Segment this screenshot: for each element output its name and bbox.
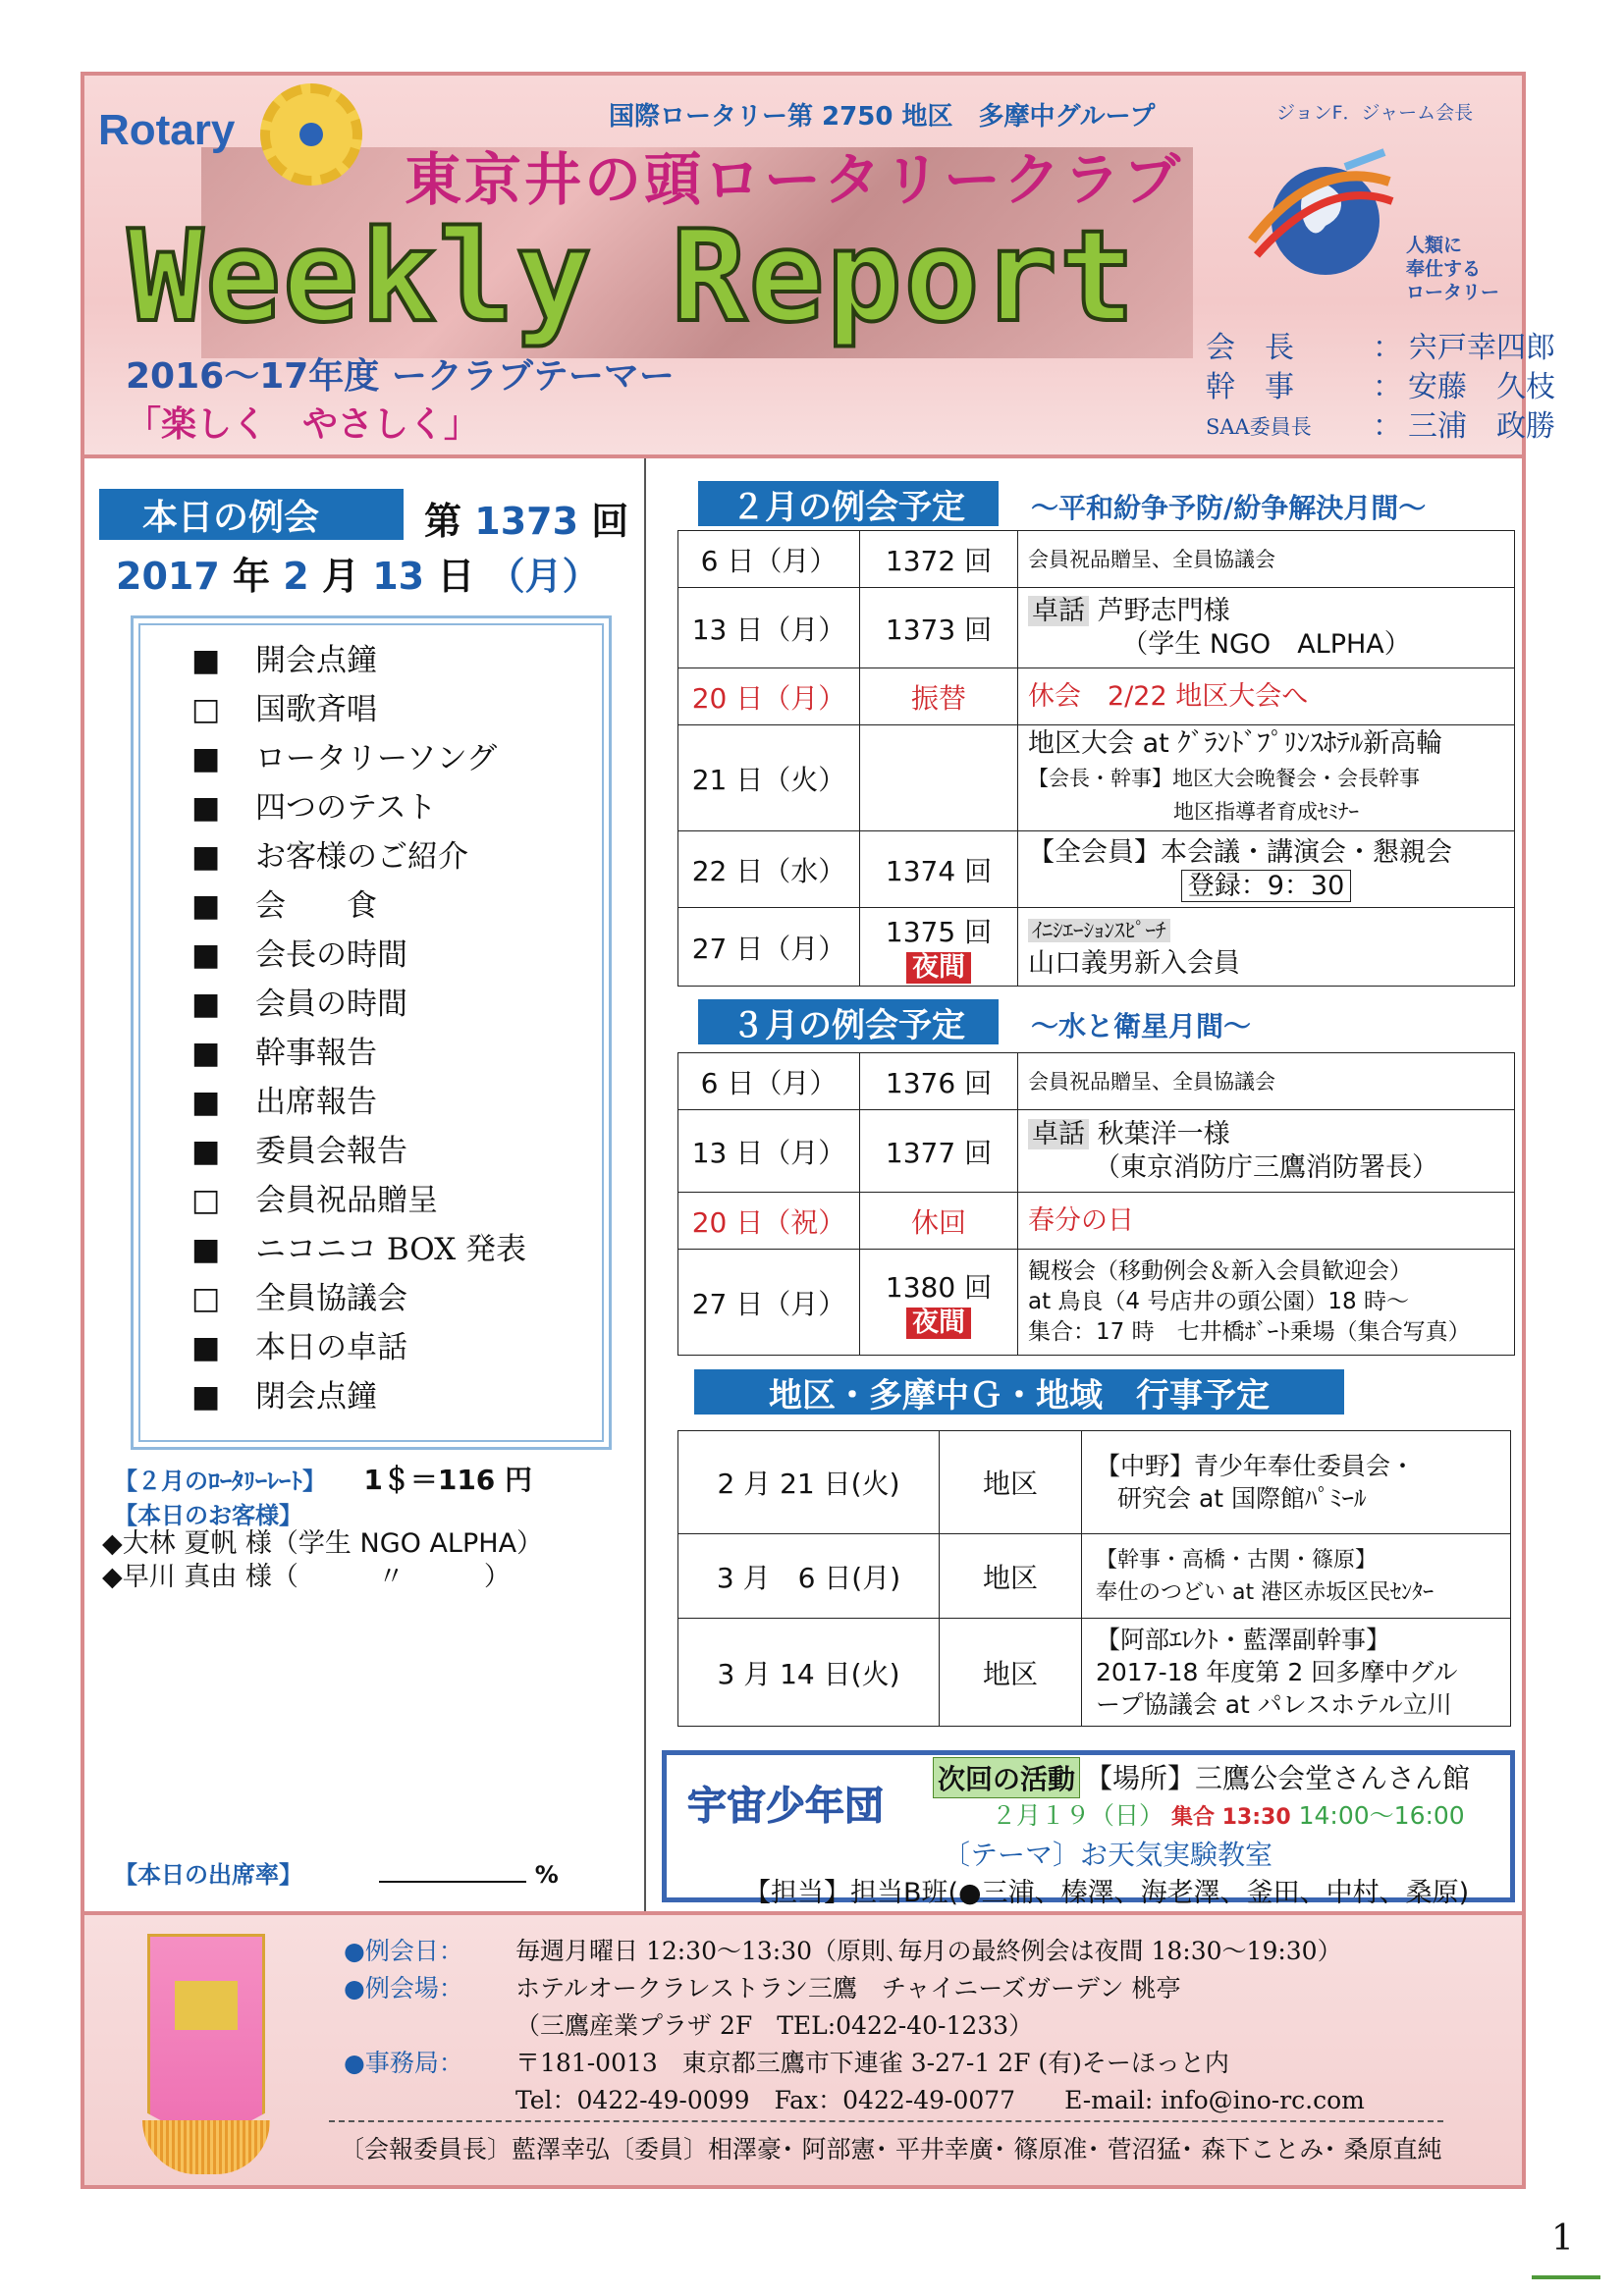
table-row: 22 日（水） 1374 回 【全会員】本会議・講演会・懇親会 登録：9：30 [678,831,1515,908]
program-item-label: 国歌斉唱 [255,692,377,727]
officer-row: 会 長 ： 宍戸幸四郎 [1206,331,1555,365]
attendance-rate: 【本日の出席率】 % [114,1861,559,1889]
table-row: 3 月 6 日(月) 地区 【幹事・高橋・古関・篠原】 奉仕のつどい at 港区赤坂区民ｾﾝﾀｰ [678,1534,1511,1619]
checkbox-mark: ■ [191,839,221,875]
program-item [191,1323,526,1372]
checkbox-mark: ■ [191,888,221,924]
program-list [191,636,526,1421]
program-item-label: 閉会点鐘 [255,1379,377,1415]
checkbox-mark: ■ [191,1134,221,1169]
program-item [191,1274,526,1323]
info-row: ●例会場： ホテルオークラレストラン三鷹 チャイニーズガーデン 桃亭 [344,1974,1181,2002]
night-badge: 夜間 [906,1308,971,1339]
info-row: ●例会日： 毎週月曜日 12:30～13:30（原則､毎月の最終例会は夜間 18:30～19:30） [344,1937,1342,1965]
events-title: 地区・多摩中Ｇ・地域 行事予定 [694,1369,1344,1415]
program-item [191,734,526,783]
district-line: 国際ロータリー第 2750 地区 多摩中グループ [609,102,1156,132]
program-item-label: 幹事報告 [255,1036,377,1071]
checkbox-mark: ■ [191,1232,221,1267]
program-item-label: 全員協議会 [255,1281,407,1316]
mar-schedule-table [677,1052,1515,1356]
program-item [191,1029,526,1078]
checkbox-mark: ■ [191,1036,221,1071]
checkbox-mark: □ [191,1281,221,1316]
guests-title: 【本日のお客様】 [114,1502,302,1529]
space-corps-logo: 宇宙少年団 [687,1784,884,1829]
club-theme: 「楽しく やさしく」 [126,404,480,445]
program-item [191,1225,526,1274]
globe-icon [1247,147,1394,294]
mar-schedule-title: ３月の例会予定 [698,999,999,1044]
activity-theme: 〔テーマ〕お天気実験教室 [943,1839,1273,1871]
program-item-label: ロータリーソング [255,741,498,776]
meeting-number: 第 1373 回 [424,500,629,543]
program-item [191,881,526,931]
activity-charge: 【担当】担当B班(●三浦、榛澤、海老澤、釜田、中村、桑原) [744,1878,1470,1908]
table-row: 27 日（月） 1380 回 夜間 観桜会（移動例会＆新入会員歓迎会） at 鳥良（4 号店井の頭公園）18 時～ 集合：17 時 七井橋ﾎﾞｰﾄ乗場（集合写真） [678,1250,1515,1356]
program-item [191,931,526,980]
page-number: 1 [1551,2218,1574,2259]
meeting-date: 2017 年 2 月 13 日 （月） [116,555,600,598]
program-item-label: ニコニコ BOX 発表 [255,1232,527,1267]
feb-schedule-subtitle: ～平和紛争予防/紛争解決月間～ [1031,492,1427,524]
program-item-label: 会 食 [255,888,377,924]
header-divider [84,454,1522,458]
program-item [191,1372,526,1421]
checkbox-mark: ■ [191,790,221,826]
program-item [191,1176,526,1225]
officer-row: SAA委員長 ： 三浦 政勝 [1206,409,1555,444]
club-info [344,1933,1365,2119]
table-row: 6 日（月） 1372 回 会員祝品贈呈、全員協議会 [678,531,1515,588]
footer-dash-divider [329,2120,1443,2122]
program-item-label: 委員会報告 [255,1134,407,1169]
next-activity-label: 次回の活動 [933,1757,1080,1798]
program-item [191,685,526,734]
table-row: 6 日（月） 1376 回 会員祝品贈呈、全員協議会 [678,1053,1515,1110]
events-table [677,1430,1511,1727]
guest-item: ◆大林 夏帆 様（学生 NGO ALPHA） [102,1528,544,1559]
table-row: 13 日（月） 1377 回 卓話 秋葉洋一様 （東京消防庁三鷹消防署長） [678,1110,1515,1193]
table-row: 2 月 21 日(火) 地区 【中野】青少年奉仕委員会・ 研究会 at 国際館ﾊﾟﾐｰﾙ [678,1431,1511,1534]
program-item-label: 会長の時間 [255,937,407,973]
checkbox-mark: ■ [191,1330,221,1365]
table-row: 20 日（月） 振替 休会 2/22 地区大会へ [678,668,1515,725]
feb-schedule-title: ２月の例会予定 [698,481,999,526]
guest-item: ◆早川 真由 様（ 〃 ） [102,1562,511,1592]
program-item-label: お客様のご紹介 [255,839,468,875]
today-meeting-label: 本日の例会 [99,489,404,540]
program-item [191,980,526,1029]
officer-row: 幹 事 ： 安藤 久枝 [1206,370,1555,404]
program-item-label: 会員祝品贈呈 [255,1183,438,1218]
program-item-label: 四つのテスト [255,790,437,826]
program-item [191,1078,526,1127]
checkbox-mark: ■ [191,937,221,973]
club-banner-icon [147,1934,265,2145]
committee-line: 〔会報委員長〕藍澤幸弘〔委員〕相澤豪･ 阿部憲･ 平井幸廣･ 篠原准･ 菅沼猛･ 森下ことみ･ 桑原直純 [340,2135,1442,2163]
club-name: 東京井の頭ロータリークラブ [405,146,1184,213]
guests-list [102,1527,543,1594]
rotary-logo-text: Rotary [98,106,236,154]
info-row: Tel：0422-49-0099 Fax：0422-49-0077 E-mail: info@ino-rc.com [515,2086,1365,2114]
mar-schedule-subtitle: ～水と衛星月間～ [1031,1010,1252,1042]
program-item-label: 会員の時間 [255,987,407,1022]
table-row: 21 日（火） 地区大会 at ｸﾞﾗﾝﾄﾞﾌﾟﾘﾝｽﾎﾃﾙ新高輪 【会長・幹事】地区大会晩餐会・会長幹事 地区指導者育成ｾﾐﾅｰ [678,725,1515,831]
page-rule [1532,2275,1600,2279]
checkbox-mark: ■ [191,643,221,678]
checkbox-mark: □ [191,692,221,727]
activity-date: ２月１９（日） 集合 13:30 14:00～16:00 [992,1801,1465,1830]
table-row: 20 日（祝） 休回 春分の日 [678,1193,1515,1250]
ri-president: ジョンF．ジャーム会長 [1276,102,1474,124]
checkbox-mark: ■ [191,987,221,1022]
info-row: （三鷹産業プラザ 2F TEL:0422-40-1233） [515,2011,1034,2040]
program-item [191,636,526,685]
report-title: Weekly Report [128,204,1137,350]
feb-schedule-table [677,530,1515,987]
night-badge: 夜間 [906,952,971,984]
program-item-label: 開会点鐘 [255,643,377,678]
ri-theme: 人類に 奉仕する ロータリー [1406,235,1500,303]
program-item [191,832,526,881]
table-row: 27 日（月） 1375 回 夜間 ｲﾆｼｴｰｼｮﾝｽﾋﾟｰﾁ 山口義男新入会員 [678,908,1515,987]
officers-list [1206,329,1555,447]
table-row: 13 日（月） 1373 回 卓話 芦野志門様 （学生 NGO ALPHA） [678,588,1515,668]
checkbox-mark: ■ [191,1379,221,1415]
column-divider [644,458,646,1911]
checkbox-mark: ■ [191,741,221,776]
table-row: 3 月 14 日(火) 地区 【阿部ｴﾚｸﾄ・藍澤副幹事】 2017-18 年度第 2 回多摩中グル ープ協議会 at パレスホテル立川 [678,1619,1511,1727]
info-row: ●事務局： 〒181-0013 東京都三鷹市下連雀 3-27-1 2F (有)そーほっと内 [344,2049,1229,2077]
rotary-rate: 【２月のﾛｰﾀﾘｰﾚｰﾄ】 1＄＝116 円 [114,1464,533,1496]
program-item-label: 出席報告 [255,1085,377,1120]
rotary-wheel-icon [260,83,362,186]
theme-year: 2016～17年度 ークラブテーマー [126,356,675,397]
program-item-label: 本日の卓話 [255,1330,407,1365]
checkbox-mark: ■ [191,1085,221,1120]
checkbox-mark: □ [191,1183,221,1218]
activity-place: 【場所】三鷹公会堂さんさん館 [1085,1762,1471,1794]
program-item [191,1127,526,1176]
program-item [191,783,526,832]
attendance-blank [379,1881,526,1883]
